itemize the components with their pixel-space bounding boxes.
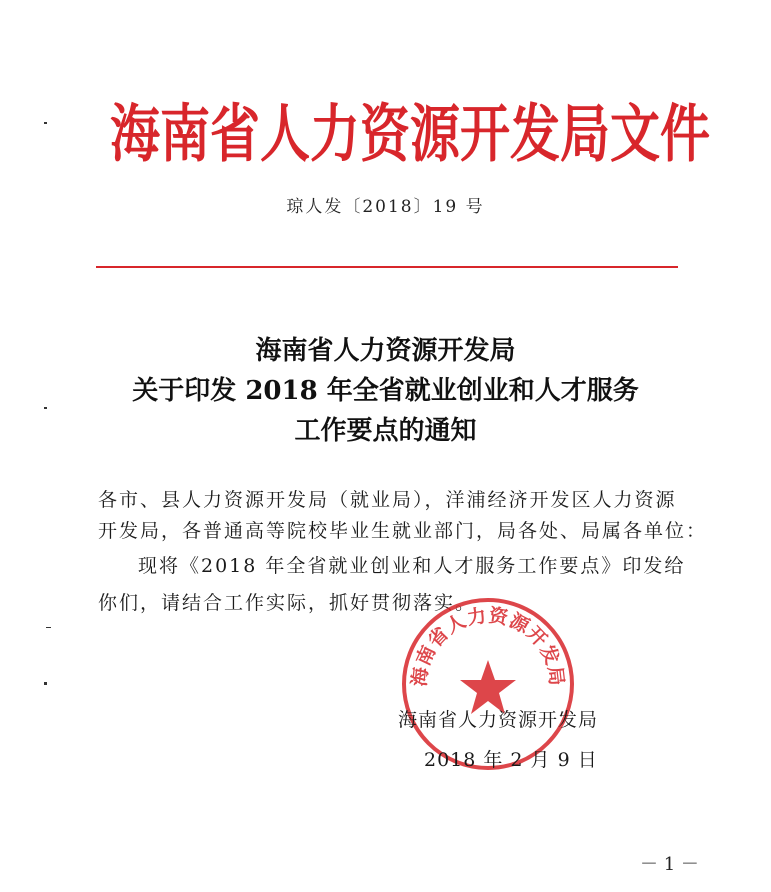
recipients-line-1: 各市、县人力资源开发局（就业局），洋浦经济开发区人力资源 xyxy=(98,489,677,511)
scan-speck xyxy=(44,122,47,124)
signature-date: 2018 年 2 月 9 日 xyxy=(424,749,598,771)
document-number: 琼人发〔2018〕19 号 xyxy=(286,197,485,217)
body-paragraph-line-1: 现将《2018 年全省就业创业和人才服务工作要点》印发给 xyxy=(138,555,686,577)
recipients-line-2: 开发局，各普通高等院校毕业生就业部门，局各处、局属各单位： xyxy=(98,520,708,542)
body-paragraph-line-2: 你们，请结合工作实际，抓好贯彻落实。 xyxy=(98,592,477,614)
page-number: － 1 － xyxy=(640,854,699,875)
scan-speck xyxy=(46,627,51,628)
svg-text:海南省人力资源开发局: 海南省人力资源开发局 xyxy=(408,604,568,688)
notice-title-line-1: 海南省人力资源开发局 xyxy=(255,336,516,366)
scan-speck xyxy=(44,682,47,685)
red-header-title: 海南省人力资源开发局文件 xyxy=(110,97,710,171)
notice-title-line-2: 关于印发 2018 年全省就业创业和人才服务 xyxy=(132,376,639,406)
notice-title-line-3: 工作要点的通知 xyxy=(294,416,477,446)
red-divider-line xyxy=(96,266,678,268)
signer-name: 海南省人力资源开发局 xyxy=(398,709,599,731)
scan-speck xyxy=(44,407,47,409)
